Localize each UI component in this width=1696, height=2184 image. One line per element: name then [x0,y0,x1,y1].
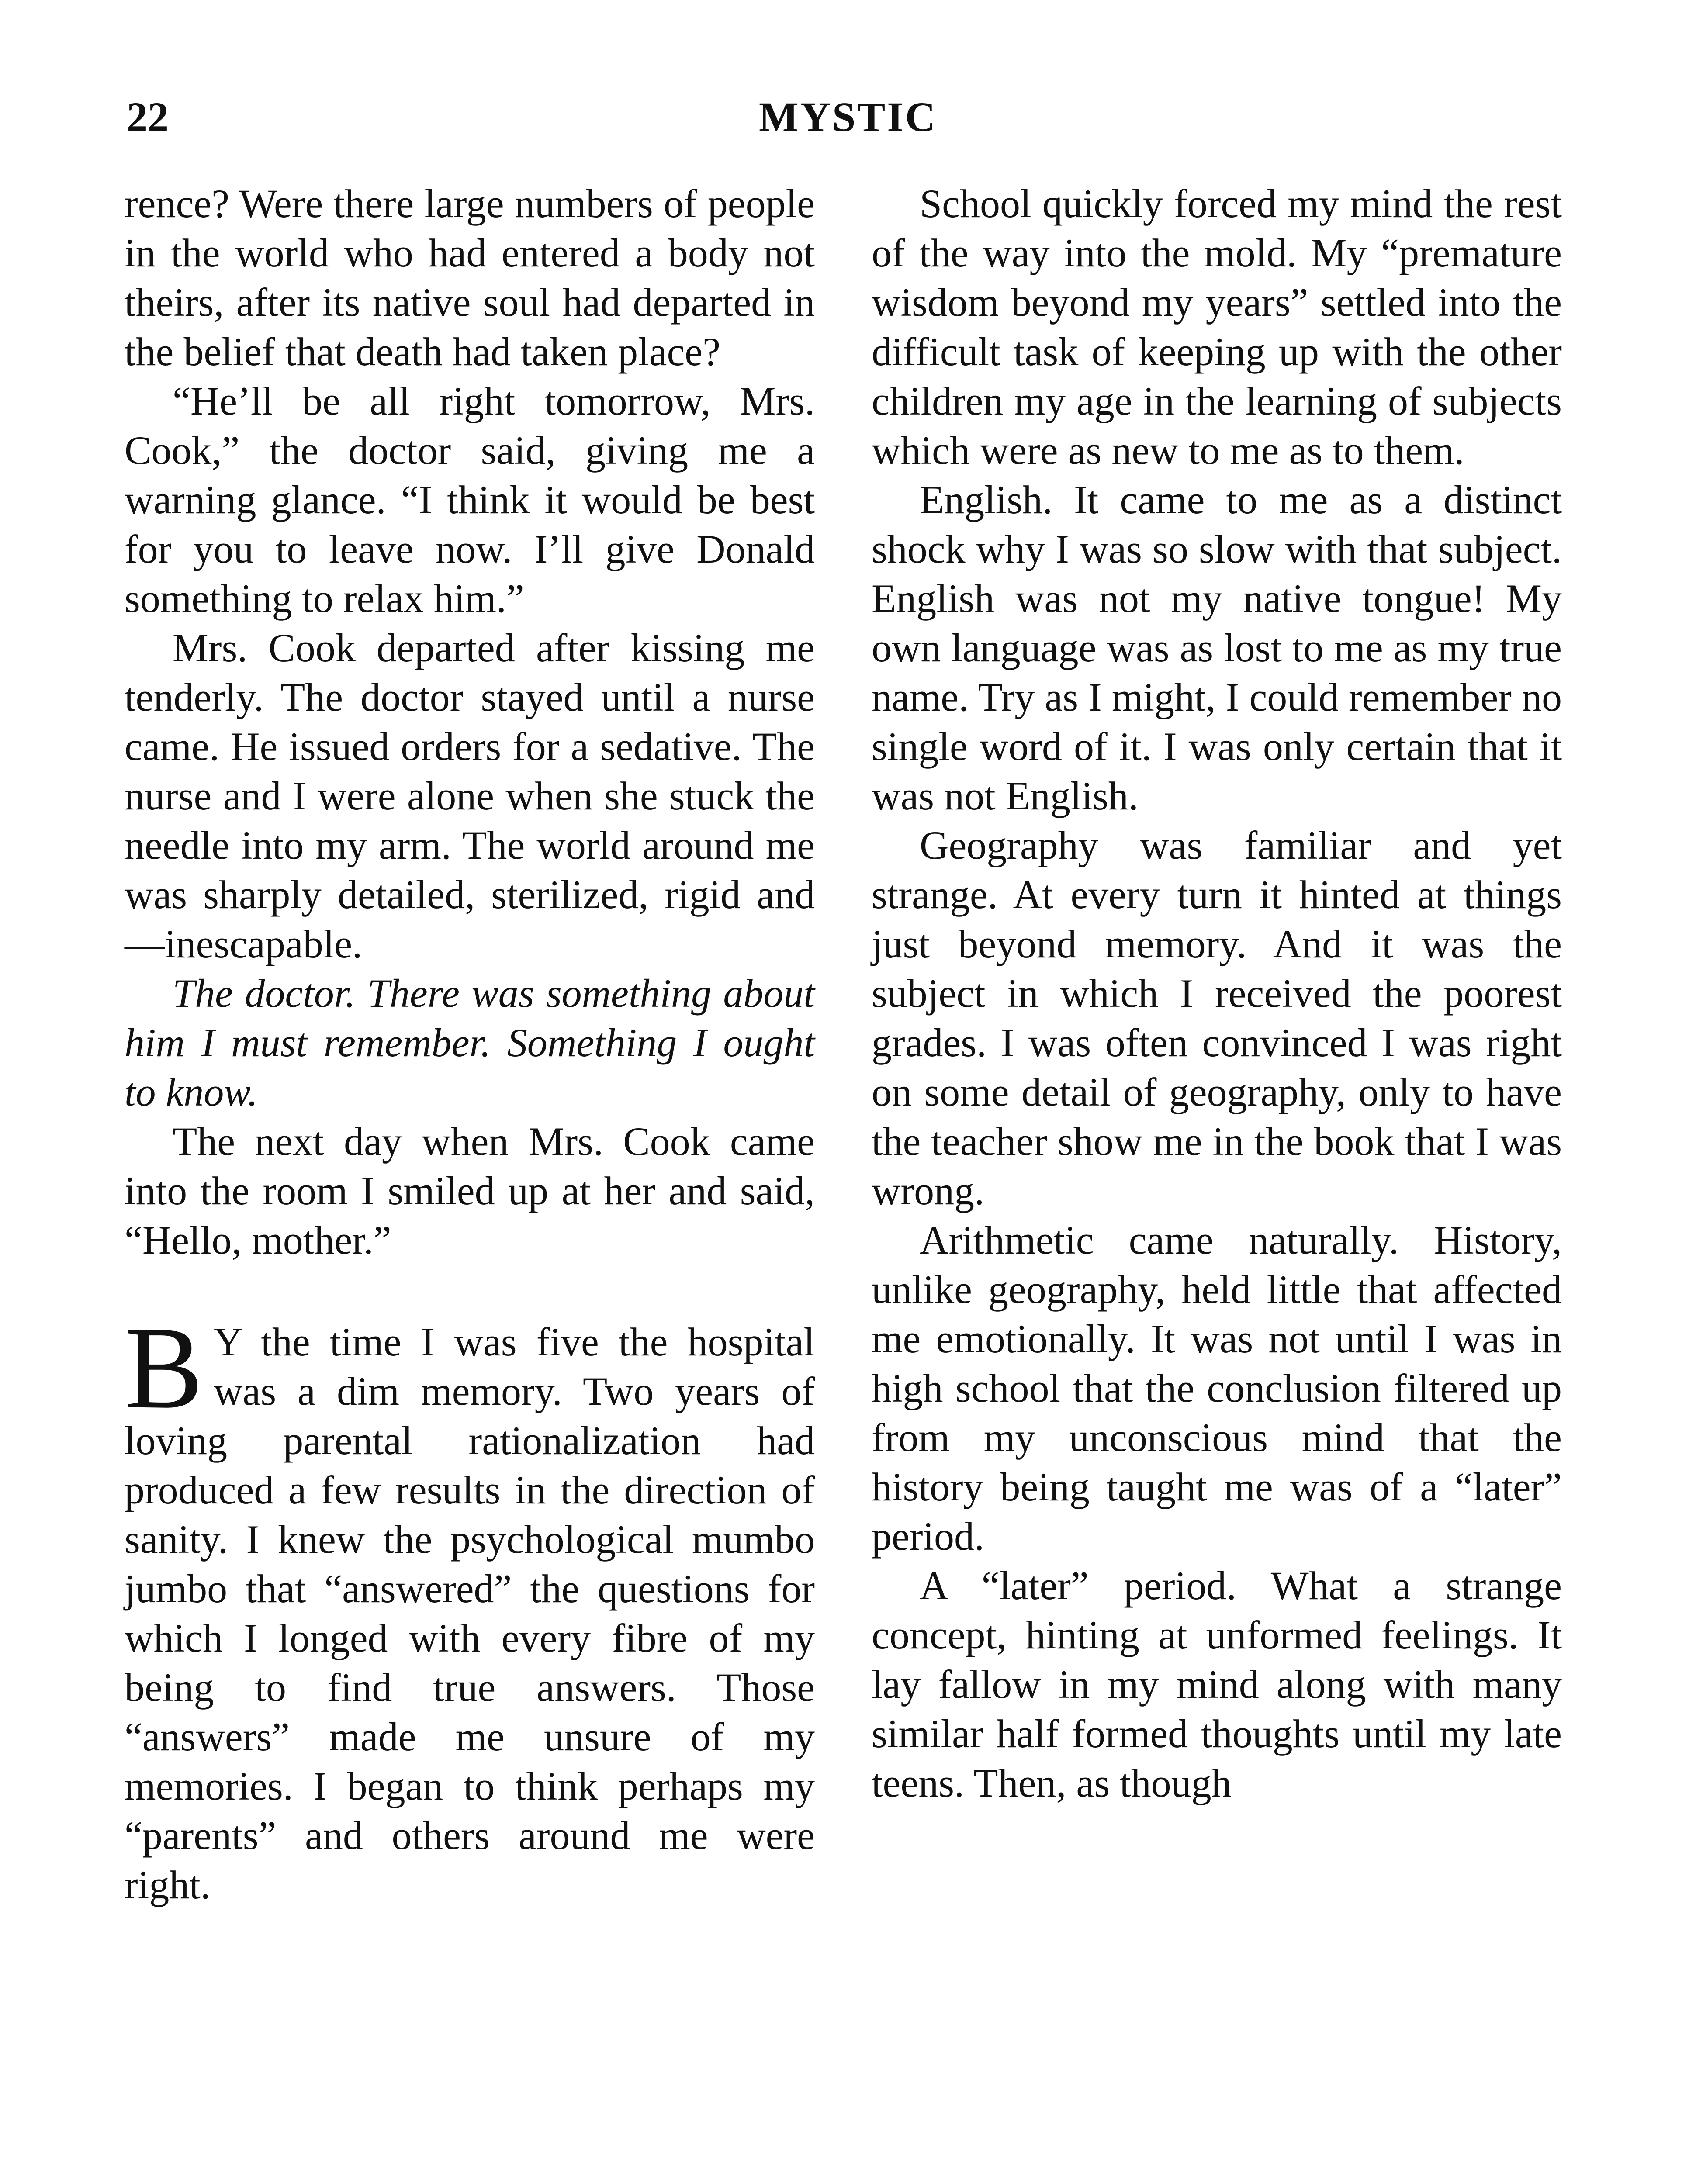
italic-paragraph: The doctor. There was something about him I must remember. Something I ought to know. [125,971,815,1114]
paragraph: English. It came to me as a distinct shock why I was so slow with that subject. English was not my native tongue! My own language was as lost to me as my true name. Try as I might, I could remember no single word of it. I was only certain that it was not English. [872,477,1562,818]
drop-cap: B [125,1303,204,1433]
page-number: 22 [127,93,169,140]
paragraph: rence? Were there large numbers of people in the world who had entered a body not theirs, after its native soul had departed in the belief that death had taken place? [125,181,815,374]
paragraph: The next day when Mrs. Cook came into the room I smiled up at her and said, “Hello, mother.” [125,1119,815,1262]
paragraph: Mrs. Cook departed after kissing me tenderly. The doctor stayed until a nurse came. He issued orders for a sedative. The nurse and I were alone when she stuck the needle into my arm. The world around me was sharply detailed, sterilized, rigid and—inescapable. [125,625,815,966]
paragraph-text: Y the time I was five the hospital was a dim memory. Two years of loving parental rationalization had produced a few results in the direction of sanity. I knew the psychological mumbo jumbo that “answered” the questions for which I longed with every fibre of my being to find true answers. Those “answers” made me unsure of my memories. I began to think perhaps my “parents” and others around me were right. [125,1320,815,1907]
paragraph: Geography was familiar and yet strange. At every turn it hinted at things just beyond memory. And it was the subject in which I received the poorest grades. I was often convinced I was right on some detail of geography, only to have the teacher show me in the book that I was wrong. [872,823,1562,1213]
left-column [125,179,815,1910]
running-head-title: MYSTIC [758,93,938,140]
paragraph: School quickly forced my mind the rest of the way into the mold. My “premature wisdom beyond my years” settled into the difficult task of keeping up with the other children my age in the learning of subjects which were as new to me as to them. [872,181,1562,473]
paragraph: Arithmetic came naturally. History, unlike geography, held little that affected me emotionally. It was not until I was in high school that the conclusion filtered up from my unconscious mind that the history being taught me was of a “later” period. [872,1218,1562,1559]
paragraph: “He’ll be all right tomorrow, Mrs. Cook,” the doctor said, giving me a warning glance. “I think it would be best for you to leave now. I’ll give Donald something to relax him.” [125,379,815,621]
paragraph: A “later” period. What a strange concept, hinting at unformed feelings. It lay fallow in my mind along with many similar half formed thoughts until my late teens. Then, as though [872,1563,1562,1805]
right-column [872,179,1562,1808]
section-start-paragraph [125,1303,815,1910]
